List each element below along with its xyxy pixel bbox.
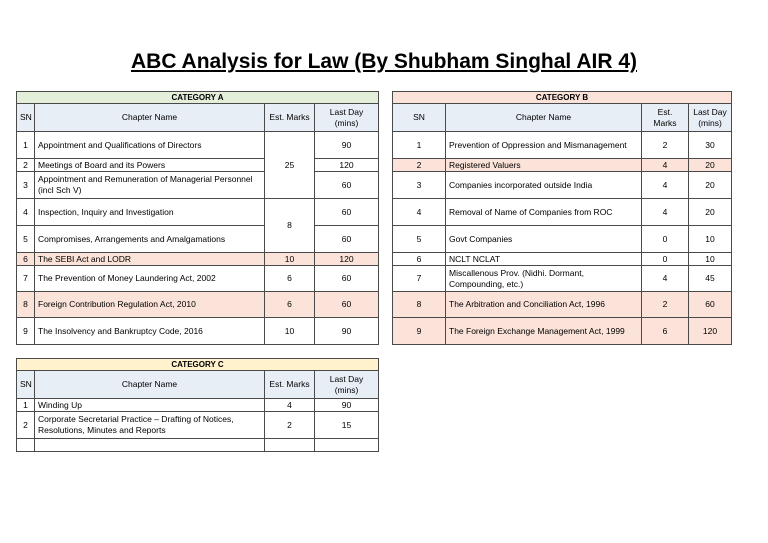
table-row xyxy=(17,292,379,318)
table-row xyxy=(17,199,379,226)
row-sn: 6 xyxy=(393,253,446,266)
row-sn: 9 xyxy=(393,318,446,345)
category-a-label: CATEGORY A xyxy=(17,92,379,104)
row-marks: 4 xyxy=(642,266,689,292)
row-marks: 6 xyxy=(265,266,315,292)
table-row xyxy=(17,439,379,452)
row-mins: 60 xyxy=(315,266,379,292)
table-row xyxy=(393,226,732,253)
row-chapter: Appointment and Remuneration of Managerial Personnel (incl Sch V) xyxy=(35,172,265,199)
row-marks: 10 xyxy=(265,253,315,266)
table-row xyxy=(17,318,379,345)
row-marks: 10 xyxy=(265,318,315,345)
table-row xyxy=(393,159,732,172)
row-chapter: Corporate Secretarial Practice – Drafting of Notices, Resolutions, Minutes and Reports xyxy=(35,412,265,439)
row-mins: 120 xyxy=(315,253,379,266)
row-chapter: Appointment and Qualifications of Directors xyxy=(35,132,265,159)
row-chapter: Prevention of Oppression and Mismanagement xyxy=(446,132,642,159)
row-chapter: Removal of Name of Companies from ROC xyxy=(446,199,642,226)
row-mins: 15 xyxy=(315,412,379,439)
row-sn: 1 xyxy=(17,132,35,159)
row-mins: 90 xyxy=(315,318,379,345)
row-marks: 4 xyxy=(642,159,689,172)
header-marks: Est. Marks xyxy=(265,371,315,399)
row-mins: 10 xyxy=(689,253,732,266)
row-chapter: The Foreign Exchange Management Act, 1999 xyxy=(446,318,642,345)
row-marks: 2 xyxy=(642,132,689,159)
row-sn: 7 xyxy=(17,266,35,292)
empty-cell xyxy=(265,439,315,452)
header-lastday: Last Day (mins) xyxy=(315,371,379,399)
table-row xyxy=(393,266,732,292)
category-a-table xyxy=(16,91,379,345)
row-mins: 120 xyxy=(689,318,732,345)
row-chapter: Companies incorporated outside India xyxy=(446,172,642,199)
row-sn: 8 xyxy=(393,292,446,318)
category-b-table xyxy=(392,91,732,345)
header-marks: Est. Marks xyxy=(642,104,689,132)
row-sn: 9 xyxy=(17,318,35,345)
row-marks: 4 xyxy=(642,199,689,226)
table-row xyxy=(17,253,379,266)
row-sn: 2 xyxy=(17,159,35,172)
row-mins: 60 xyxy=(689,292,732,318)
header-lastday: Last Day (mins) xyxy=(315,104,379,132)
table-row xyxy=(17,399,379,412)
row-marks: 4 xyxy=(642,172,689,199)
table-row xyxy=(393,253,732,266)
row-sn: 6 xyxy=(17,253,35,266)
row-mins: 120 xyxy=(315,159,379,172)
row-mins: 20 xyxy=(689,172,732,199)
row-mins: 60 xyxy=(315,226,379,253)
row-chapter: The SEBI Act and LODR xyxy=(35,253,265,266)
table-row xyxy=(393,292,732,318)
row-marks: 2 xyxy=(642,292,689,318)
row-sn: 8 xyxy=(17,292,35,318)
row-chapter: Inspection, Inquiry and Investigation xyxy=(35,199,265,226)
table-row xyxy=(17,159,379,172)
row-mins: 20 xyxy=(689,159,732,172)
row-mins: 60 xyxy=(315,172,379,199)
row-chapter: Foreign Contribution Regulation Act, 2010 xyxy=(35,292,265,318)
row-mins: 10 xyxy=(689,226,732,253)
row-sn: 4 xyxy=(17,199,35,226)
row-sn: 2 xyxy=(17,412,35,439)
empty-cell xyxy=(315,439,379,452)
table-row xyxy=(393,132,732,159)
row-sn: 3 xyxy=(393,172,446,199)
row-marks: 6 xyxy=(265,292,315,318)
row-chapter: Meetings of Board and its Powers xyxy=(35,159,265,172)
header-lastday: Last Day (mins) xyxy=(689,104,732,132)
table-row xyxy=(17,266,379,292)
row-marks: 8 xyxy=(265,199,315,253)
row-sn: 5 xyxy=(17,226,35,253)
table-row xyxy=(17,172,379,199)
table-row xyxy=(393,318,732,345)
row-marks: 4 xyxy=(265,399,315,412)
header-sn: SN xyxy=(393,104,446,132)
table-row xyxy=(393,172,732,199)
row-marks: 2 xyxy=(265,412,315,439)
category-c-label: CATEGORY C xyxy=(17,359,379,371)
row-mins: 90 xyxy=(315,399,379,412)
row-marks: 6 xyxy=(642,318,689,345)
empty-cell xyxy=(17,439,35,452)
header-sn: SN xyxy=(17,104,35,132)
row-chapter: Registered Valuers xyxy=(446,159,642,172)
row-chapter: The Arbitration and Conciliation Act, 1996 xyxy=(446,292,642,318)
row-mins: 90 xyxy=(315,132,379,159)
table-row xyxy=(17,226,379,253)
row-marks: 25 xyxy=(265,132,315,199)
row-chapter: Miscallenous Prov. (Nidhi. Dormant, Compounding, etc.) xyxy=(446,266,642,292)
header-sn: SN xyxy=(17,371,35,399)
table-row xyxy=(393,199,732,226)
row-chapter: Compromises, Arrangements and Amalgamations xyxy=(35,226,265,253)
header-chapter: Chapter Name xyxy=(35,104,265,132)
row-mins: 20 xyxy=(689,199,732,226)
row-sn: 1 xyxy=(17,399,35,412)
row-chapter: Winding Up xyxy=(35,399,265,412)
row-sn: 3 xyxy=(17,172,35,199)
row-sn: 5 xyxy=(393,226,446,253)
row-marks: 0 xyxy=(642,226,689,253)
row-sn: 1 xyxy=(393,132,446,159)
header-chapter: Chapter Name xyxy=(446,104,642,132)
row-chapter: The Insolvency and Bankruptcy Code, 2016 xyxy=(35,318,265,345)
row-mins: 60 xyxy=(315,199,379,226)
row-mins: 45 xyxy=(689,266,732,292)
row-chapter: Govt Companies xyxy=(446,226,642,253)
empty-cell xyxy=(35,439,265,452)
header-chapter: Chapter Name xyxy=(35,371,265,399)
row-sn: 7 xyxy=(393,266,446,292)
row-mins: 30 xyxy=(689,132,732,159)
row-marks: 0 xyxy=(642,253,689,266)
header-marks: Est. Marks xyxy=(265,104,315,132)
row-sn: 2 xyxy=(393,159,446,172)
row-sn: 4 xyxy=(393,199,446,226)
table-row xyxy=(17,132,379,159)
table-row xyxy=(17,412,379,439)
category-b-label: CATEGORY B xyxy=(393,92,732,104)
row-chapter: NCLT NCLAT xyxy=(446,253,642,266)
category-c-table xyxy=(16,358,379,452)
row-mins: 60 xyxy=(315,292,379,318)
page-title: ABC Analysis for Law (By Shubham Singhal AIR 4) xyxy=(130,50,637,73)
row-chapter: The Prevention of Money Laundering Act, 2002 xyxy=(35,266,265,292)
